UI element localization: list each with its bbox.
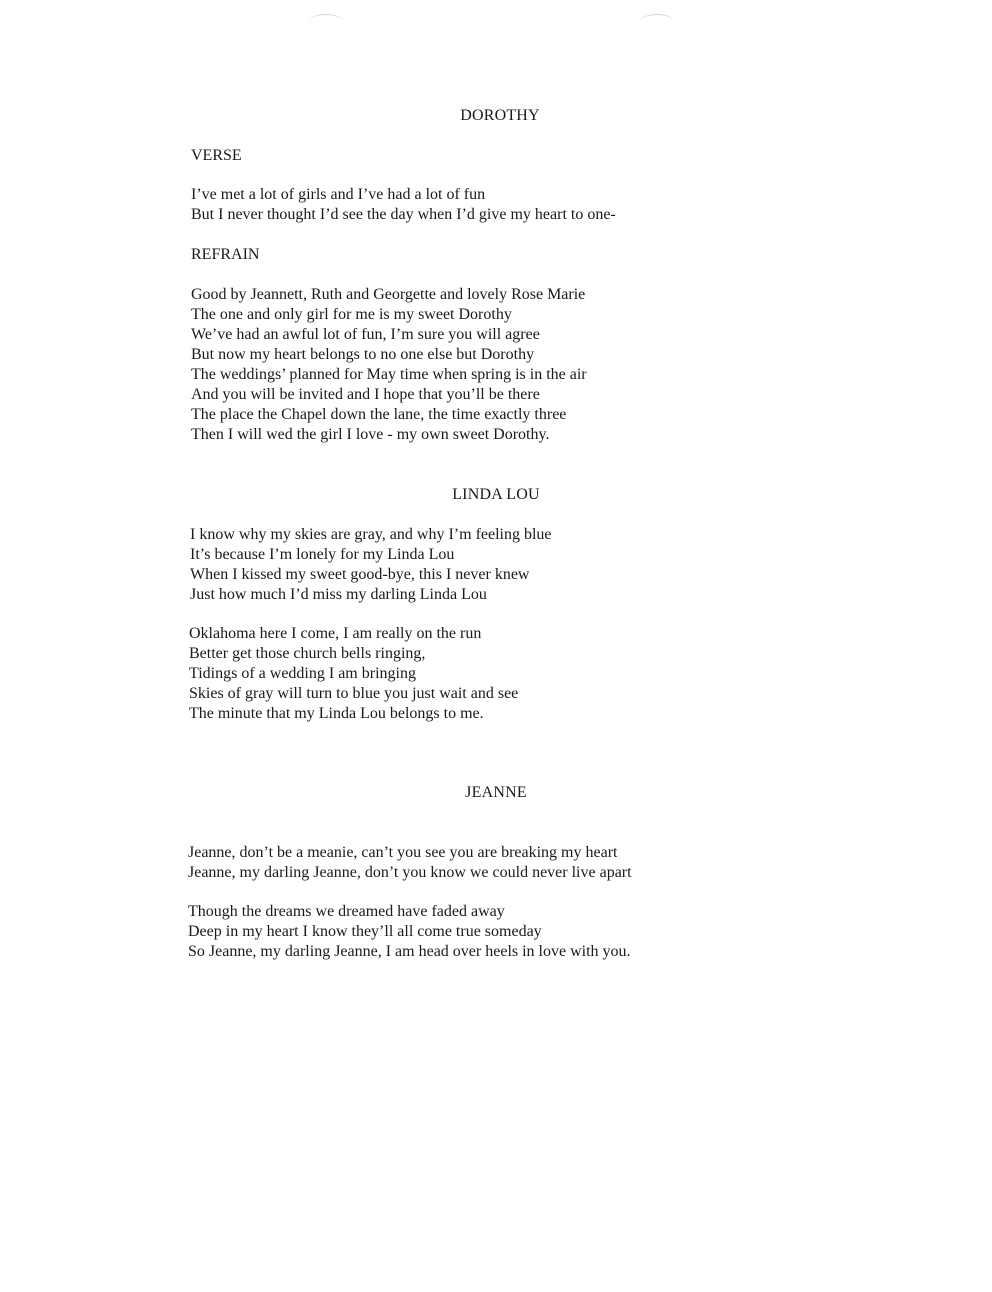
song-title-jeanne: JEANNE [465,784,527,801]
lyric-line: But I never thought I’d see the day when I’d give my heart to one- [191,206,616,223]
lyric-line: Then I will wed the girl I love - my own sweet Dorothy. [191,426,550,443]
lyric-line: And you will be invited and I hope that you’ll be there [191,386,540,403]
dorothy-refrain [191,285,587,445]
lyric-line: The weddings’ planned for May time when spring is in the air [191,366,587,383]
verse-label: VERSE [191,147,242,164]
song-title-dorothy: DOROTHY [460,107,540,124]
lyric-line: I’ve met a lot of girls and I’ve had a lot of fun [191,186,486,203]
lyric-line: Deep in my heart I know they’ll all come true someday [188,923,542,940]
lyric-line: Oklahoma here I come, I am really on the run [189,625,482,642]
lyric-line: So Jeanne, my darling Jeanne, I am head over heels in love with you. [188,943,631,960]
lyric-line: Jeanne, don’t be a meanie, can’t you see you are breaking my heart [188,844,618,861]
lyric-line: We’ve had an awful lot of fun, I’m sure you will agree [191,326,540,343]
linda-lou-stanza-1 [190,525,552,605]
dorothy-verse [191,185,616,225]
lyric-line: Though the dreams we dreamed have faded away [188,903,505,920]
song-title-linda-lou: LINDA LOU [452,486,540,503]
lyric-line: Better get those church bells ringing, [189,645,426,662]
lyric-line: The one and only girl for me is my sweet Dorothy [191,306,512,323]
lyric-line: The place the Chapel down the lane, the time exactly three [191,406,567,423]
lyric-line: Just how much I’d miss my darling Linda Lou [190,586,487,603]
lyric-line: It’s because I’m lonely for my Linda Lou [190,546,455,563]
jeanne-stanza-1 [188,843,632,883]
punch-hole-mark-right [640,14,674,29]
lyric-line: Good by Jeannett, Ruth and Georgette and lovely Rose Marie [191,286,586,303]
lyric-line: But now my heart belongs to no one else but Dorothy [191,346,535,363]
lyric-line: The minute that my Linda Lou belongs to me. [189,705,484,722]
lyric-line: Skies of gray will turn to blue you just wait and see [189,685,519,702]
lyric-line: I know why my skies are gray, and why I’m feeling blue [190,526,552,543]
lyric-line: Tidings of a wedding I am bringing [189,665,416,682]
linda-lou-stanza-2 [189,624,518,724]
refrain-label: REFRAIN [191,246,260,263]
jeanne-stanza-2 [188,902,631,962]
lyric-line: When I kissed my sweet good-bye, this I never knew [190,566,530,583]
punch-hole-mark-left [309,14,343,29]
lyric-line: Jeanne, my darling Jeanne, don’t you know we could never live apart [188,864,632,881]
